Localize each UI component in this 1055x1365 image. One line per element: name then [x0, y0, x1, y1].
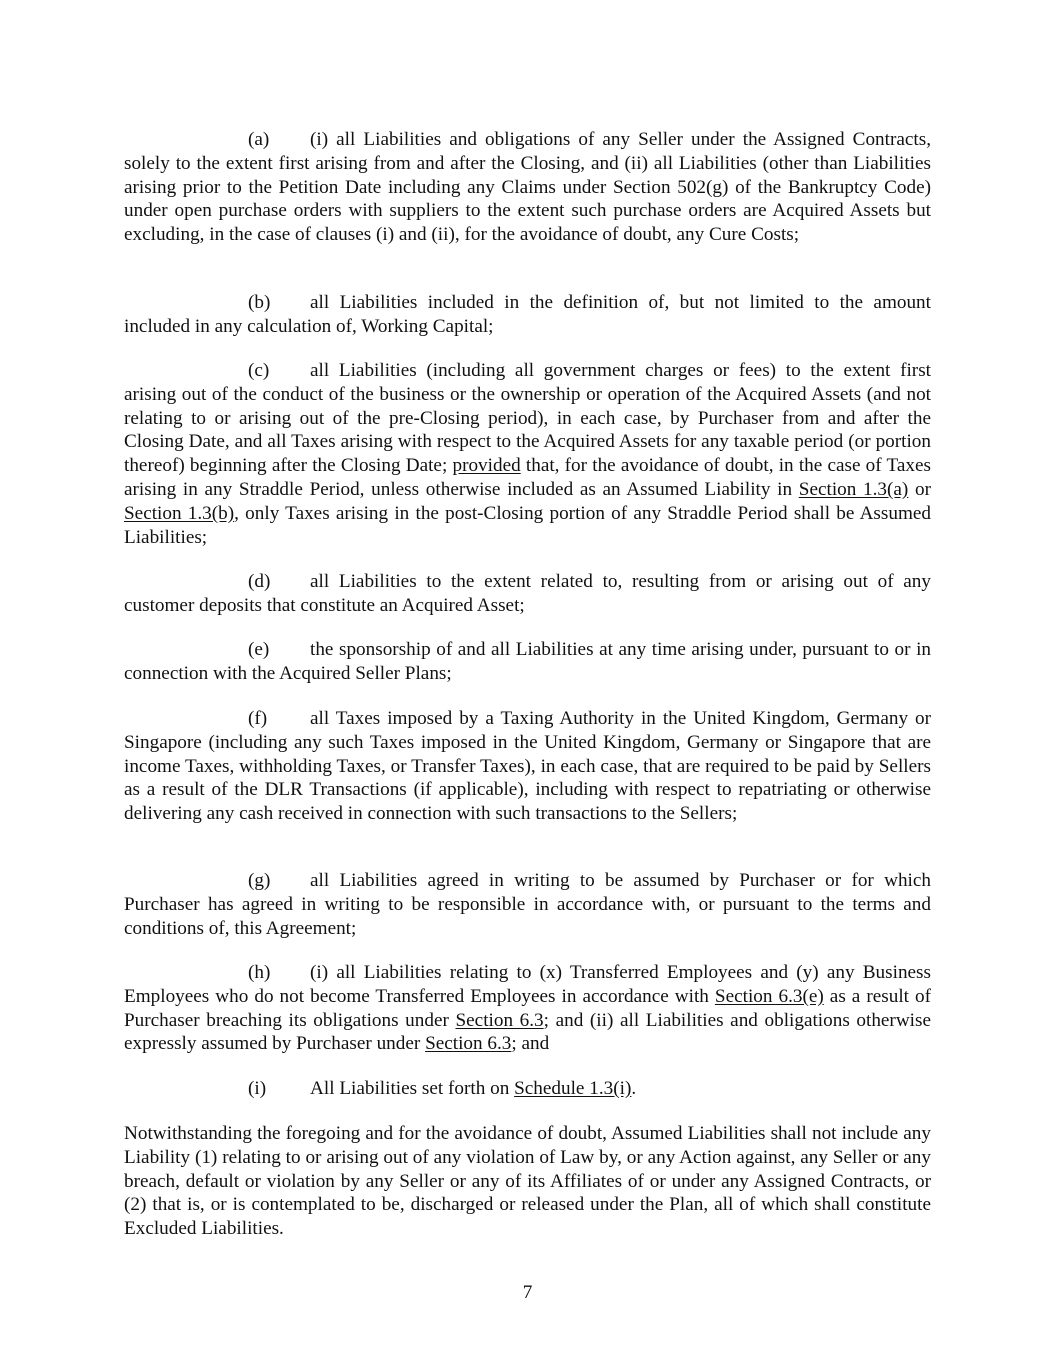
clause-e-text: the sponsorship of and all Liabilities at any time arising under, pursuant to or in connection with the Acquired Seller Plans; — [124, 639, 931, 684]
clause-e — [124, 638, 931, 686]
clause-c-text-4: , only Taxes arising in the post-Closing portion of any Straddle Period shall be Assumed Liabilities; — [124, 502, 931, 548]
clause-h — [124, 961, 931, 1056]
clause-e-label: (e) — [248, 639, 270, 660]
section-6-3-reference-second[interactable]: Section 6.3 — [425, 1033, 512, 1055]
clause-h-text-1: (i) all Liabilities relating to (x) Transferred Employees and (y) any Business Employees who do not become Transferred Employees in accordance with — [124, 962, 931, 1007]
clause-h-label: (h) — [248, 962, 271, 983]
clause-b — [124, 291, 931, 339]
clause-g-label: (g) — [248, 870, 271, 891]
clause-f-text: all Taxes imposed by a Taxing Authority in the United Kingdom, Germany or Singapore (including any such Taxes imposed in the United Kingdom, Germany or Singapore that are income Taxes, withholding Taxes, or Transfer Taxes), in each case, that are required to be paid by Sellers as a result of the DLR Transactions (if applicable), including with respect to repatriating or otherwise delivering any cash received in connection with such transactions to the Sellers; — [124, 708, 931, 825]
clause-i — [248, 1077, 636, 1101]
clause-i-text-1: All Liabilities set forth on — [310, 1078, 515, 1099]
clause-d-label: (d) — [248, 571, 271, 592]
clause-c-text-3: or — [908, 478, 931, 500]
page-number: 7 — [522, 1282, 533, 1303]
clause-g — [124, 869, 931, 940]
clause-c-text-1: all Liabilities (including all government charges or fees) to the extent first arising out of the conduct of the business or the ownership or operation of the Acquired Assets (and not relating to or arising out of the pre-Closing period), in each case, by Purchaser from and after the Closing Date, and all Taxes arising with respect to the Acquired Assets for any taxable period (or portion thereof) beginning after the Closing Date; — [124, 360, 931, 477]
section-1-3b-reference[interactable]: Section 1.3(b) — [124, 502, 235, 524]
clause-g-text: all Liabilities agreed in writing to be assumed by Purchaser or for which Purchaser has agreed in writing to be responsible in accordance with, or pursuant to the terms and conditions of, this Agreement; — [124, 870, 931, 939]
clause-d — [124, 570, 931, 618]
clause-b-text: all Liabilities included in the definition of, but not limited to the amount included in any calculation of, Working Capital; — [124, 292, 931, 337]
clause-f-label: (f) — [248, 708, 268, 729]
clause-a-text: (i) all Liabilities and obligations of any Seller under the Assigned Contracts, solely to the extent first arising from and after the Closing, and (ii) all Liabilities (other than Liabilities arising prior to the Petition Date including any Claims under Section 502(g) of the Bankruptcy Code) under open purchase orders with suppliers to the extent such purchase orders are Acquired Assets but excluding, in the case of clauses (i) and (ii), for the avoidance of doubt, any Cure Costs; — [124, 129, 931, 246]
clause-c-label: (c) — [248, 360, 270, 381]
provided-term: provided — [452, 455, 521, 477]
schedule-1-3i-reference[interactable]: Schedule 1.3(i) — [514, 1078, 632, 1099]
closing-paragraph: Notwithstanding the foregoing and for the avoidance of doubt, Assumed Liabilities shall not include any Liability (1) relating to or arising out of any violation of Law by, or any Action against, any Seller or any breach, default or violation by any Seller or any of its Affiliates of or under any Assigned Contracts, or (2) that is, or is contemplated to be, discharged or released under the Plan, all of which shall constitute Excluded Liabilities. — [124, 1123, 931, 1240]
section-1-3a-reference[interactable]: Section 1.3(a) — [798, 478, 909, 500]
clause-i-text-2: . — [631, 1078, 637, 1099]
clause-f — [124, 707, 931, 826]
clause-c — [124, 359, 931, 549]
clause-c-text-2: that, for the avoidance of doubt, in the case of Taxes arising in any Straddle Period, unless otherwise included as an Assumed Liability in — [124, 455, 931, 500]
section-6-3-reference[interactable]: Section 6.3 — [455, 1009, 544, 1031]
clause-h-text-4: ; and — [511, 1033, 550, 1055]
clause-a — [124, 128, 931, 247]
clause-a-label: (a) — [248, 129, 270, 150]
clause-h-text-2: as a result of Purchaser breaching its obligations under — [124, 985, 931, 1031]
clause-b-label: (b) — [248, 292, 271, 313]
clause-h-text-3: ; and (ii) all Liabilities and obligations otherwise expressly assumed by Purchaser under — [124, 1009, 931, 1055]
clause-i-label: (i) — [248, 1078, 267, 1099]
section-6-3e-reference[interactable]: Section 6.3(e) — [714, 985, 824, 1007]
clause-d-text: all Liabilities to the extent related to, resulting from or arising out of any customer deposits that constitute an Acquired Asset; — [124, 571, 931, 616]
